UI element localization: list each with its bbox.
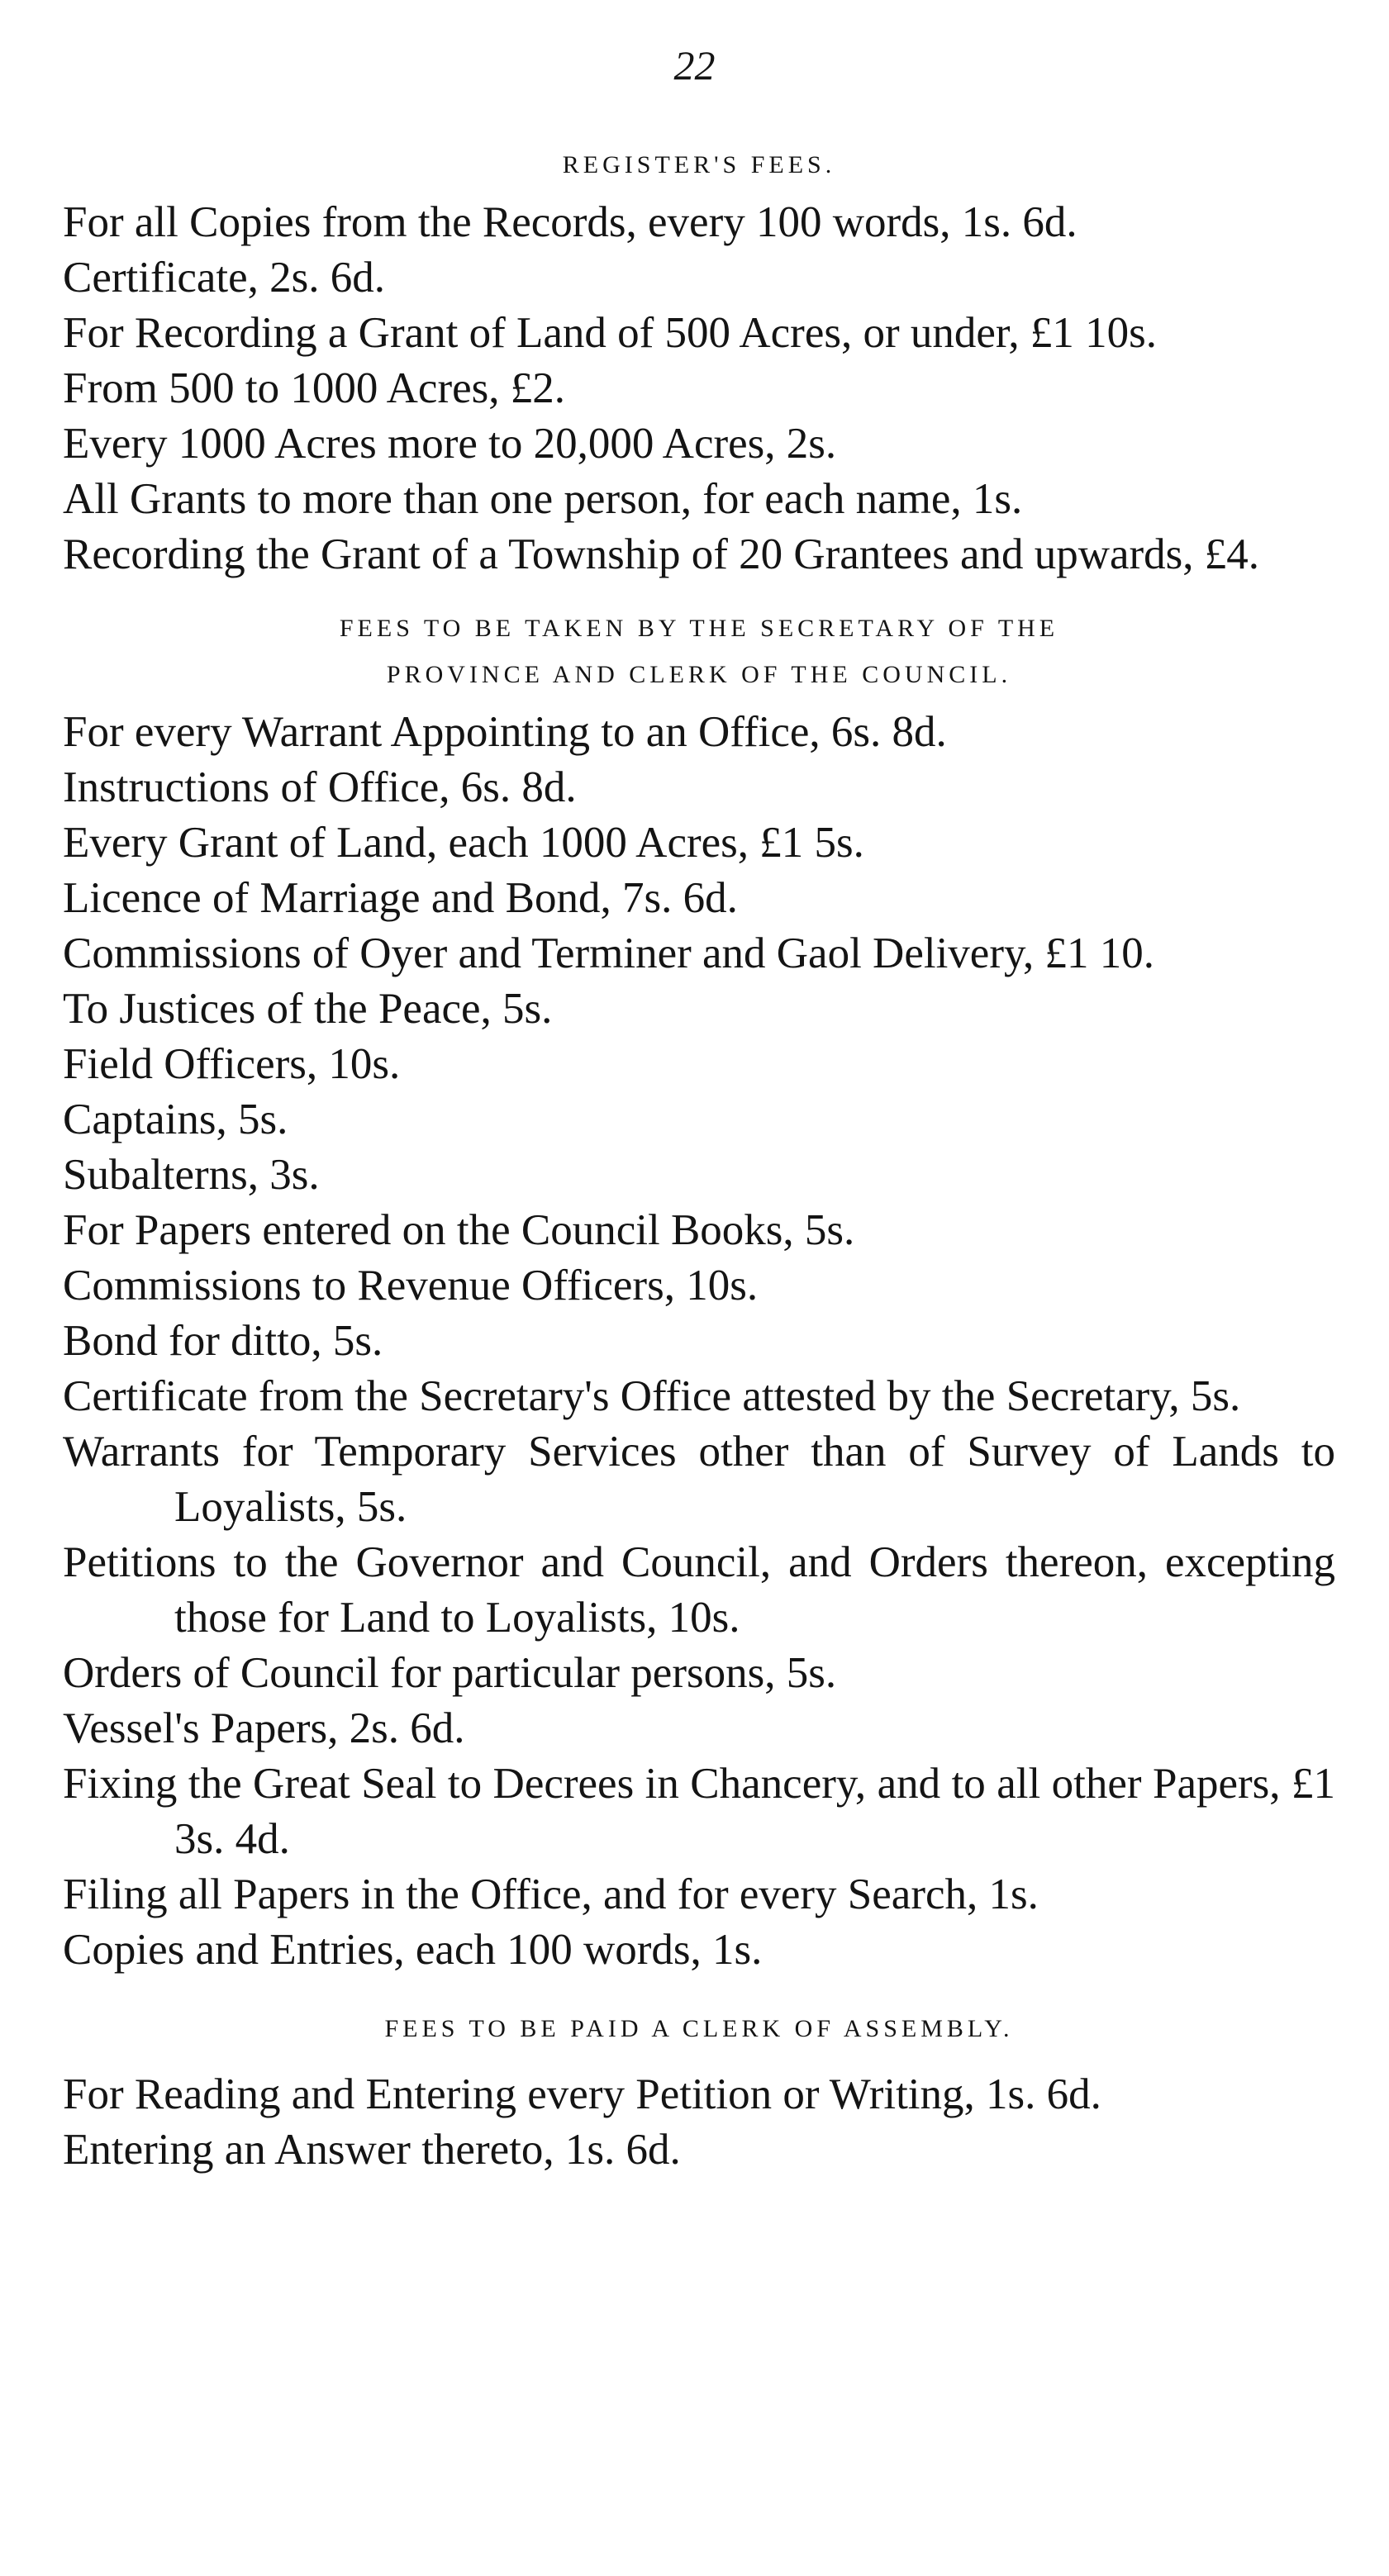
section-heading — [63, 606, 1335, 698]
fee-entry: Every 1000 Acres more to 20,000 Acres, 2s. — [63, 420, 837, 468]
fee-entry: Vessel's Papers, 2s. 6d. — [63, 1704, 465, 1752]
fee-entry: From 500 to 1000 Acres, £2. — [63, 364, 565, 412]
fee-entry: Certificate, 2s. 6d. — [63, 254, 386, 302]
fee-entry: Copies and Entries, each 100 words, 1s. — [63, 1926, 763, 1974]
page-number: 22 — [673, 42, 716, 88]
section-registers-fees — [63, 142, 1335, 582]
fee-entry: Commissions of Oyer and Terminer and Gaol Delivery, £1 10. — [63, 929, 1155, 977]
fee-entry: Petitions to the Governor and Council, and Orders thereon, excepting those for Land to Loyalists, 10s. — [63, 1538, 1335, 1642]
fee-entry: All Grants to more than one person, for each name, 1s. — [63, 475, 1023, 523]
section-secretary-fees — [63, 606, 1335, 1978]
section-heading-line: REGISTER'S FEES. — [562, 151, 836, 178]
fee-entry: For Recording a Grant of Land of 500 Acres, or under, £1 10s. — [63, 309, 1158, 357]
fee-entry: Instructions of Office, 6s. 8d. — [63, 763, 577, 811]
fee-entry: For Reading and Entering every Petition or Writing, 1s. 6d. — [63, 2070, 1101, 2118]
page-content — [63, 142, 1335, 2178]
fee-entry: To Justices of the Peace, 5s. — [63, 985, 553, 1033]
fee-entry: Field Officers, 10s. — [63, 1040, 401, 1088]
fee-entry: Commissions to Revenue Officers, 10s. — [63, 1262, 759, 1309]
fee-entry: Bond for ditto, 5s. — [63, 1317, 383, 1365]
fee-list — [63, 195, 1335, 582]
fee-entry: Fixing the Great Seal to Decrees in Chancery, and to all other Papers, £1 3s. 4d. — [63, 1760, 1335, 1863]
fee-entry: Licence of Marriage and Bond, 7s. 6d. — [63, 874, 738, 922]
fee-entry: Recording the Grant of a Township of 20 Grantees and upwards, £4. — [63, 530, 1260, 578]
fee-entry: Subalterns, 3s. — [63, 1151, 320, 1199]
fee-entry: Warrants for Temporary Services other than of Survey of Lands to Loyalists, 5s. — [63, 1428, 1335, 1531]
fee-entry: Orders of Council for particular persons, 5s. — [63, 1649, 837, 1697]
fee-list — [63, 705, 1335, 1978]
section-spacer — [63, 1978, 1335, 2006]
section-heading — [63, 142, 1335, 188]
fee-entry: For every Warrant Appointing to an Office, 6s. 8d. — [63, 708, 947, 756]
fee-entry: Certificate from the Secretary's Office attested by the Secretary, 5s. — [63, 1372, 1241, 1420]
fee-entry: Filing all Papers in the Office, and for every Search, 1s. — [63, 1870, 1039, 1918]
section-heading — [63, 2006, 1335, 2052]
section-heading-line: FEES TO BE PAID A CLERK OF ASSEMBLY. — [384, 2015, 1014, 2042]
section-spacer — [63, 582, 1335, 606]
fee-list — [63, 2067, 1335, 2178]
section-heading-line: FEES TO BE TAKEN BY THE SECRETARY OF THE — [339, 615, 1059, 642]
section-clerk-of-assembly-fees — [63, 2006, 1335, 2178]
fee-entry: Every Grant of Land, each 1000 Acres, £1 5s. — [63, 819, 864, 867]
fee-entry: For Papers entered on the Council Books, 5s. — [63, 1206, 855, 1254]
fee-entry: For all Copies from the Records, every 100 words, 1s. 6d. — [63, 198, 1077, 246]
fee-entry: Captains, 5s. — [63, 1096, 288, 1143]
fee-entry: Entering an Answer thereto, 1s. 6d. — [63, 2126, 681, 2174]
section-heading-line: PROVINCE AND CLERK OF THE COUNCIL. — [386, 661, 1012, 688]
